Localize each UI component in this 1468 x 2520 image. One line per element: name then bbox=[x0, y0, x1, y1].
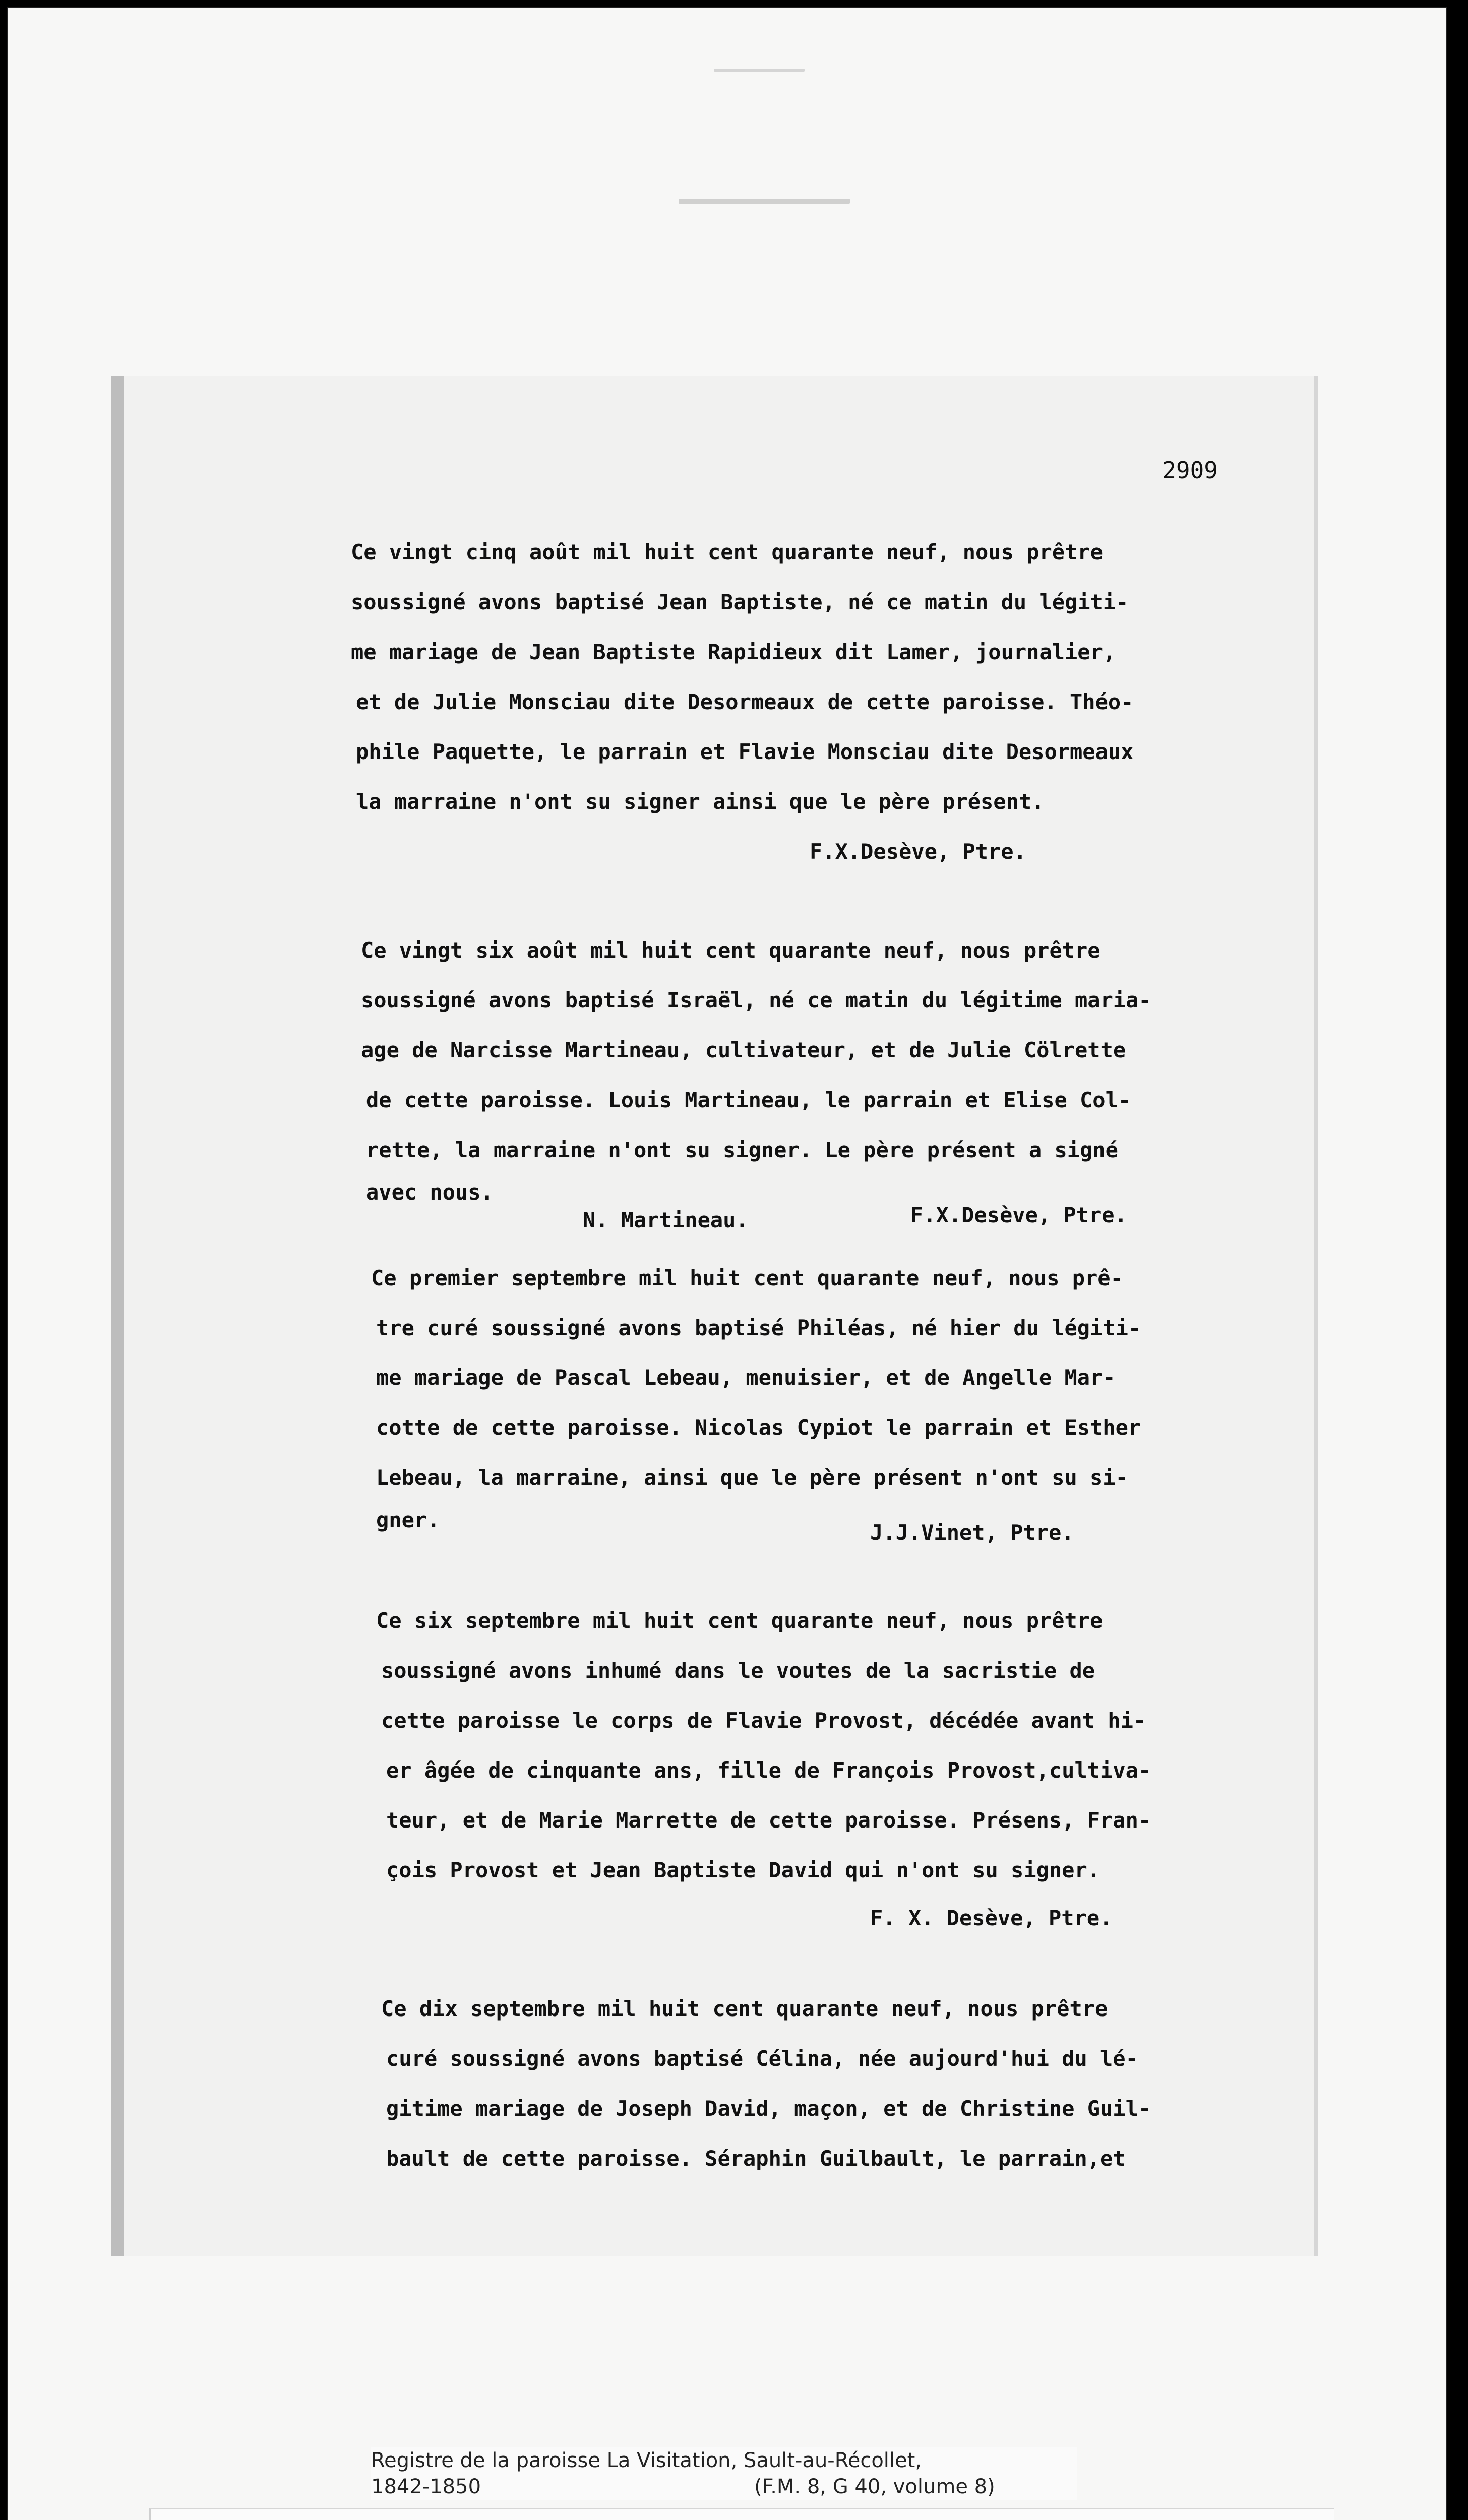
scan-artifact bbox=[679, 199, 850, 204]
citation-line-1: Registre de la paroisse La Visitation, Sault-au-Récollet, bbox=[371, 2449, 922, 2472]
register-entry bbox=[351, 527, 1133, 882]
entry-line: et de Julie Monsciau dite Desormeaux de cette paroisse. Théo- bbox=[356, 689, 1134, 714]
register-entry bbox=[361, 925, 1151, 1232]
entry-line: soussigné avons baptisé Israël, né ce matin du légitime maria- bbox=[361, 988, 1151, 1013]
entry-line: çois Provost et Jean Baptiste David qui n'ont su signer. bbox=[386, 1858, 1100, 1882]
entry-line: age de Narcisse Martineau, cultivateur, et de Julie Cölrette bbox=[361, 1038, 1126, 1062]
signature-priest: J.J.Vinet, Ptre. bbox=[870, 1520, 1074, 1545]
entry-line: soussigné avons inhumé dans le voutes de la sacristie de bbox=[381, 1658, 1095, 1683]
entry-line: Ce premier septembre mil huit cent quarante neuf, nous prê- bbox=[371, 1266, 1123, 1290]
entry-line: curé soussigné avons baptisé Célina, née aujourd'hui du lé- bbox=[386, 2046, 1138, 2071]
entry-line: avec nous. bbox=[366, 1180, 494, 1205]
scanned-card bbox=[7, 7, 1447, 2520]
entry-line: cotte de cette paroisse. Nicolas Cypiot le parrain et Esther bbox=[376, 1415, 1141, 1440]
entry-line: de cette paroisse. Louis Martineau, le parrain et Elise Col- bbox=[366, 1088, 1131, 1112]
entry-line: teur, et de Marie Marrette de cette paroisse. Présens, Fran- bbox=[386, 1808, 1151, 1833]
archives-stamp bbox=[149, 2508, 1334, 2520]
entry-line: me mariage de Jean Baptiste Rapidieux dit Lamer, journalier, bbox=[351, 640, 1116, 664]
page-number: 2909 bbox=[1162, 457, 1218, 484]
entry-line: cette paroisse le corps de Flavie Provost, décédée avant hi- bbox=[381, 1708, 1146, 1733]
entry-line: Lebeau, la marraine, ainsi que le père présent n'ont su si- bbox=[376, 1465, 1128, 1490]
entry-line: bault de cette paroisse. Séraphin Guilbault, le parrain,et bbox=[386, 2146, 1126, 2171]
signature-priest: F.X.Desève, Ptre. bbox=[910, 1203, 1127, 1227]
citation-line-2 bbox=[371, 2474, 1077, 2500]
signature-witness: N. Martineau. bbox=[583, 1208, 749, 1232]
register-entry bbox=[381, 1984, 1151, 2183]
entry-line: soussigné avons baptisé Jean Baptiste, né ce matin du légiti- bbox=[351, 590, 1129, 614]
entry-line: gner. bbox=[376, 1507, 440, 1532]
entry-line: Ce dix septembre mil huit cent quarante neuf, nous prêtre bbox=[381, 1996, 1108, 2021]
entry-line: tre curé soussigné avons baptisé Philéas, né hier du légiti- bbox=[376, 1315, 1141, 1340]
entry-line: la marraine n'ont su signer ainsi que le père présent. bbox=[356, 789, 1045, 814]
signature-priest: F. X. Desève, Ptre. bbox=[870, 1906, 1113, 1930]
scan-artifact bbox=[714, 69, 805, 72]
signature-priest: F.X.Desève, Ptre. bbox=[810, 839, 1026, 864]
citation-reference: (F.M. 8, G 40, volume 8) bbox=[754, 2475, 995, 2498]
entry-line: Ce vingt six août mil huit cent quarante neuf, nous prêtre bbox=[361, 938, 1100, 963]
citation-years: 1842-1850 bbox=[371, 2475, 481, 2498]
entry-line: phile Paquette, le parrain et Flavie Monsciau dite Desormeaux bbox=[356, 739, 1134, 764]
entry-line: me mariage de Pascal Lebeau, menuisier, et de Angelle Mar- bbox=[376, 1365, 1116, 1390]
entry-line: gitime mariage de Joseph David, maçon, et de Christine Guil- bbox=[386, 2096, 1151, 2121]
archive-citation bbox=[371, 2447, 1077, 2500]
entry-line: Ce six septembre mil huit cent quarante neuf, nous prêtre bbox=[376, 1608, 1103, 1633]
entry-line: rette, la marraine n'ont su signer. Le père présent a signé bbox=[366, 1138, 1118, 1162]
register-entry bbox=[376, 1596, 1151, 1940]
entry-line: Ce vingt cinq août mil huit cent quarante neuf, nous prêtre bbox=[351, 540, 1103, 564]
entry-line: er âgée de cinquante ans, fille de François Provost,cultiva- bbox=[386, 1758, 1151, 1783]
register-entry bbox=[371, 1253, 1141, 1548]
